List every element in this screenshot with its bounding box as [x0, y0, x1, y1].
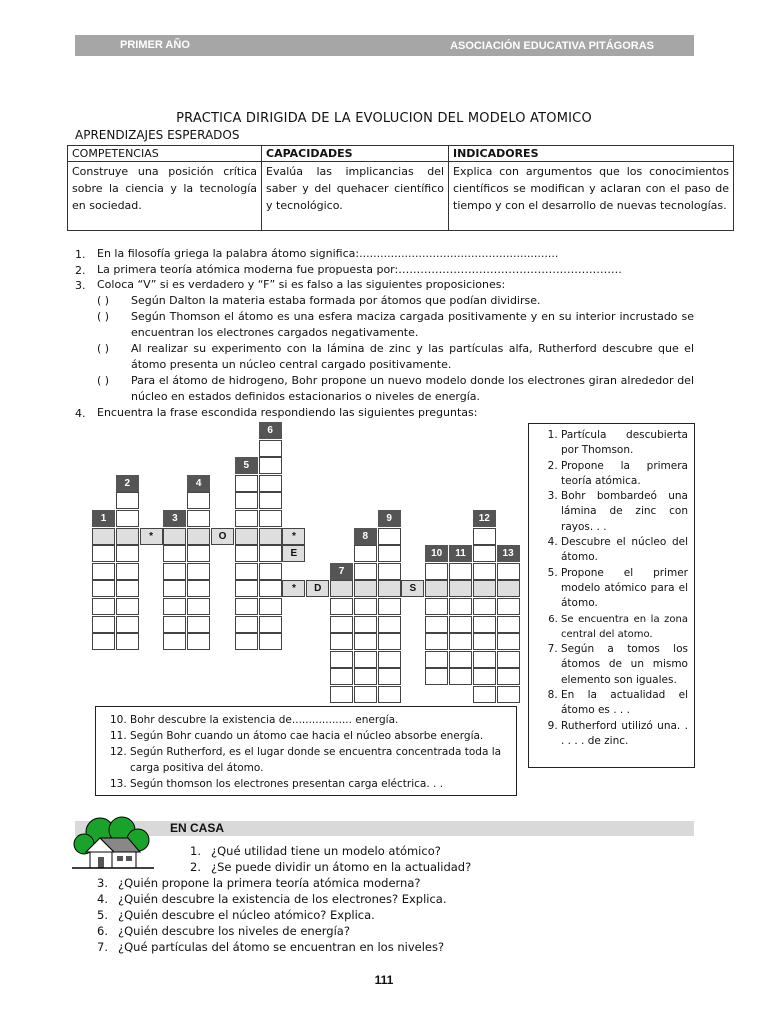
home-question: ¿Qué partículas del átomo se encuentran en los niveles? [118, 940, 445, 954]
learning-table [67, 145, 734, 231]
crossword-cell[interactable] [425, 563, 448, 580]
crossword-cell[interactable] [235, 633, 258, 650]
crossword-cell[interactable] [92, 563, 115, 580]
question-3: Coloca “V” si es verdadero y “F” si es falso a las siguientes proposiciones: [97, 278, 506, 291]
crossword-cell[interactable] [259, 616, 282, 633]
vf-statement-3: Al realizar su experimento con la lámina de zinc y las partículas alfa, Rutherford descubre que el átomo presenta un núcleo central cargado positivamente. [131, 342, 694, 371]
crossword-cell[interactable] [354, 616, 377, 633]
crossword-cell[interactable] [187, 528, 210, 545]
vf-answer-box[interactable]: ( ) [97, 294, 110, 307]
crossword-cell[interactable] [259, 563, 282, 580]
clue-item: 6. Se encuentra en la zona central del atomo. [561, 612, 688, 643]
home-question: ¿Quién descubre la existencia de los electrones? Explica. [118, 892, 447, 906]
crossword-cell[interactable] [235, 528, 258, 545]
crossword-cell[interactable] [259, 492, 282, 509]
crossword-cell[interactable] [354, 651, 377, 668]
crossword-cell[interactable] [259, 528, 282, 545]
crossword-cell[interactable] [449, 633, 472, 650]
crossword-cell[interactable] [259, 633, 282, 650]
crossword-cell[interactable] [116, 580, 139, 597]
crossword-cell[interactable] [116, 545, 139, 562]
home-question-number: 4. [97, 892, 108, 906]
crossword-cell[interactable]: * [140, 528, 163, 545]
crossword-cell[interactable] [497, 580, 520, 597]
crossword-cell[interactable] [187, 563, 210, 580]
home-question-number: 1. [190, 844, 201, 858]
house-icon [72, 816, 154, 872]
page-title: PRACTICA DIRIGIDA DE LA EVOLUCION DEL MODELO ATOMICO [176, 111, 592, 126]
crossword-cell[interactable] [425, 668, 448, 685]
vf-answer-box[interactable]: ( ) [97, 374, 110, 387]
crossword-cell[interactable] [378, 598, 401, 615]
vf-answer-box[interactable]: ( ) [97, 342, 110, 355]
crossword-cell[interactable] [425, 580, 448, 597]
question-number: 3. [75, 279, 86, 292]
crossword-cell[interactable] [116, 598, 139, 615]
question-number: 2. [75, 264, 86, 277]
crossword-cell[interactable] [92, 633, 115, 650]
crossword-clue-number: 10 [425, 545, 448, 562]
crossword-cell[interactable]: * [282, 528, 305, 545]
crossword-cell[interactable] [354, 686, 377, 703]
crossword-cell[interactable] [259, 457, 282, 474]
crossword-cell[interactable] [473, 686, 496, 703]
crossword-cell[interactable] [259, 598, 282, 615]
crossword-cell[interactable] [235, 563, 258, 580]
crossword-cell[interactable] [187, 545, 210, 562]
crossword-cell[interactable] [378, 633, 401, 650]
crossword-cell[interactable] [473, 528, 496, 545]
crossword-cell[interactable] [449, 668, 472, 685]
clue-item: 2. Propone la primera teoría atómica. [561, 459, 688, 490]
crossword-clue-number: 6 [259, 422, 282, 439]
table-header-capacidades: CAPACIDADES [262, 146, 449, 162]
vf-answer-box[interactable]: ( ) [97, 310, 110, 323]
crossword-cell[interactable] [92, 528, 115, 545]
crossword-cell[interactable]: O [211, 528, 234, 545]
crossword-cell[interactable] [116, 616, 139, 633]
crossword-cell[interactable] [187, 598, 210, 615]
crossword-cell[interactable] [235, 616, 258, 633]
crossword-cell[interactable] [378, 545, 401, 562]
question-number: 4. [75, 407, 86, 420]
table-header-competencias: COMPETENCIAS [68, 146, 262, 162]
crossword-cell[interactable] [187, 510, 210, 527]
crossword-cell[interactable] [187, 616, 210, 633]
en-casa-label: EN CASA [170, 821, 225, 835]
crossword-cell[interactable] [449, 563, 472, 580]
page-number: 111 [374, 973, 394, 987]
crossword-cell[interactable] [378, 651, 401, 668]
crossword-cell[interactable] [163, 598, 186, 615]
crossword-cell[interactable] [378, 686, 401, 703]
question-1: En la filosofía griega la palabra átomo significa:......................................................... [97, 247, 559, 260]
crossword-clue-number: 8 [354, 528, 377, 545]
crossword-cell[interactable] [92, 580, 115, 597]
crossword-cell[interactable] [425, 651, 448, 668]
home-question: ¿Qué utilidad tiene un modelo atómico? [211, 844, 441, 858]
crossword-cell[interactable] [378, 580, 401, 597]
crossword-cell[interactable] [259, 580, 282, 597]
crossword-cell[interactable] [163, 563, 186, 580]
crossword-cell[interactable] [473, 616, 496, 633]
crossword-clue-number: 11 [449, 545, 472, 562]
home-question-number: 7. [97, 940, 108, 954]
crossword-cell[interactable] [163, 633, 186, 650]
en-casa-bar [75, 821, 694, 836]
crossword-clue-number: 5 [235, 457, 258, 474]
crossword-cell[interactable]: S [401, 580, 424, 597]
table-cell-capacidades: Evalúa las implicancias del saber y del quehacer científico y tecnológico. [262, 162, 449, 231]
crossword-cell[interactable] [187, 633, 210, 650]
home-question-number: 3. [97, 876, 108, 890]
crossword-cell[interactable] [497, 633, 520, 650]
home-question-number: 5. [97, 908, 108, 922]
clue-item: 10. Bohr descubre la existencia de.................. energía. [130, 712, 510, 728]
crossword-cell[interactable]: D [306, 580, 329, 597]
crossword-clue-number: 9 [378, 510, 401, 527]
crossword-cell[interactable] [473, 633, 496, 650]
header-grade: PRIMER AÑO [120, 39, 190, 51]
crossword-cell[interactable] [378, 616, 401, 633]
home-question: ¿Quién propone la primera teoría atómica moderna? [118, 876, 421, 890]
clues-box-bottom [95, 706, 517, 796]
crossword-cell[interactable] [425, 598, 448, 615]
crossword-cell[interactable] [163, 616, 186, 633]
crossword-cell[interactable] [473, 651, 496, 668]
crossword-cell[interactable] [473, 545, 496, 562]
crossword-cell[interactable] [497, 651, 520, 668]
clue-item: 5. Propone el primer modelo atómico para el átomo. [561, 566, 688, 612]
crossword-clue-number: 12 [473, 510, 496, 527]
crossword-cell[interactable] [354, 580, 377, 597]
crossword-cell[interactable] [473, 563, 496, 580]
clue-item: 12. Según Rutherford, es el lugar donde se encuentra concentrada toda la carga positiva del átomo. [130, 744, 510, 776]
crossword-clue-number: 4 [187, 475, 210, 492]
crossword-cell[interactable]: * [282, 580, 305, 597]
crossword-cell[interactable] [163, 545, 186, 562]
crossword-cell[interactable] [354, 633, 377, 650]
crossword-cell[interactable] [235, 580, 258, 597]
crossword-clue-number: 1 [92, 510, 115, 527]
clue-item: 13. Según thomson los electrones presentan carga eléctrica. . . [130, 776, 510, 792]
crossword-cell[interactable] [187, 580, 210, 597]
crossword-cell[interactable] [330, 598, 353, 615]
crossword-cell[interactable]: E [282, 545, 305, 562]
crossword-cell[interactable] [330, 580, 353, 597]
crossword-cell[interactable] [259, 545, 282, 562]
crossword-cell[interactable] [473, 580, 496, 597]
crossword-cell[interactable] [354, 668, 377, 685]
crossword-cell[interactable] [378, 563, 401, 580]
crossword-cell[interactable] [235, 545, 258, 562]
crossword-clue-number: 13 [497, 545, 520, 562]
clue-item: 9. Rutherford utilizó una. . . . . . de zinc. [561, 719, 688, 750]
vf-statement-2: Según Thomson el átomo es una esfera maciza cargada positivamente y en su interior incrustado se encuentran los electrones cargados negativamente. [131, 310, 694, 339]
page-header [75, 35, 694, 56]
crossword-cell[interactable] [259, 475, 282, 492]
section-subtitle: APRENDIZAJES ESPERADOS [75, 128, 240, 142]
crossword-cell[interactable] [425, 616, 448, 633]
question-2: La primera teoría atómica moderna fue propuesta por:……………………………………………………. [97, 263, 622, 276]
crossword-cell[interactable] [449, 651, 472, 668]
crossword-cell[interactable] [92, 598, 115, 615]
crossword-cell[interactable] [497, 616, 520, 633]
clue-item: 7. Según a tomos los átomos de un mismo elemento son iguales. [561, 642, 688, 688]
crossword-cell[interactable] [473, 598, 496, 615]
home-question: ¿Se puede dividir un átomo en la actualidad? [211, 860, 472, 874]
crossword-cell[interactable] [116, 492, 139, 509]
crossword-clue-number: 2 [116, 475, 139, 492]
crossword-cell[interactable] [330, 668, 353, 685]
crossword-cell[interactable] [449, 616, 472, 633]
home-question: ¿Quién descubre los niveles de energía? [118, 924, 350, 938]
crossword-cell[interactable] [330, 651, 353, 668]
clue-item: 3. Bohr bombardeó una lámina de zinc con rayos. . . [561, 489, 688, 535]
crossword-clue-number: 7 [330, 563, 353, 580]
crossword-cell[interactable] [330, 686, 353, 703]
clue-item: 4. Descubre el núcleo del átomo. [561, 535, 688, 566]
header-school: ASOCIACIÓN EDUCATIVA PITÁGORAS [450, 40, 654, 52]
crossword-cell[interactable] [425, 633, 448, 650]
crossword-cell[interactable] [259, 510, 282, 527]
crossword-cell[interactable] [259, 440, 282, 457]
home-question-number: 6. [97, 924, 108, 938]
table-cell-indicadores: Explica con argumentos que los conocimientos científicos se modifican y aclaran con el paso de tiempo y con el desarrollo de nuevas tecnologías. [449, 162, 734, 231]
crossword-cell[interactable] [497, 668, 520, 685]
clue-item: 11. Según Bohr cuando un átomo cae hacia el núcleo absorbe energía. [130, 728, 510, 744]
vf-statement-4: Para el átomo de hidrogeno, Bohr propone un nuevo modelo donde los electrones giran alrededor del núcleo en estados definidos estacionarios o niveles de energía. [131, 374, 694, 403]
table-header-indicadores: INDICADORES [449, 146, 734, 162]
question-4: Encuentra la frase escondida respondiendo las siguientes preguntas: [97, 406, 478, 419]
vf-statement-1: Según Dalton la materia estaba formada por átomos que podían dividirse. [131, 294, 541, 307]
crossword-cell[interactable] [187, 492, 210, 509]
crossword-cell[interactable] [354, 598, 377, 615]
crossword-cell[interactable] [449, 598, 472, 615]
crossword-cell[interactable] [92, 616, 115, 633]
crossword-cell[interactable] [116, 528, 139, 545]
crossword-cell[interactable] [330, 616, 353, 633]
question-number: 1. [75, 248, 86, 261]
table-cell-competencias: Construye una posición crítica sobre la ciencia y la tecnología en sociedad. [68, 162, 262, 231]
crossword-cell[interactable] [378, 528, 401, 545]
crossword-cell[interactable] [354, 563, 377, 580]
crossword-cell[interactable] [473, 668, 496, 685]
crossword-cell[interactable] [235, 475, 258, 492]
crossword-cell[interactable] [378, 668, 401, 685]
crossword-cell[interactable] [449, 580, 472, 597]
crossword-cell[interactable] [497, 598, 520, 615]
crossword-cell[interactable] [116, 563, 139, 580]
crossword-cell[interactable] [235, 492, 258, 509]
crossword-cell[interactable] [497, 686, 520, 703]
crossword-clue-number: 3 [163, 510, 186, 527]
crossword-cell[interactable] [235, 510, 258, 527]
crossword-cell[interactable] [116, 510, 139, 527]
crossword-cell[interactable] [163, 580, 186, 597]
home-question-number: 2. [190, 860, 201, 874]
crossword-cell[interactable] [235, 598, 258, 615]
clues-box-right [528, 423, 695, 768]
home-question: ¿Quién descubre el núcleo atómico? Explica. [118, 908, 375, 922]
crossword-cell[interactable] [163, 528, 186, 545]
clue-item: 1. Partícula descubierta por Thomson. [561, 428, 688, 459]
crossword-cell[interactable] [330, 633, 353, 650]
crossword-cell[interactable] [497, 563, 520, 580]
crossword-cell[interactable] [92, 545, 115, 562]
clue-item: 8. En la actualidad el átomo es . . . [561, 688, 688, 719]
crossword-cell[interactable] [116, 633, 139, 650]
crossword-cell[interactable] [354, 545, 377, 562]
